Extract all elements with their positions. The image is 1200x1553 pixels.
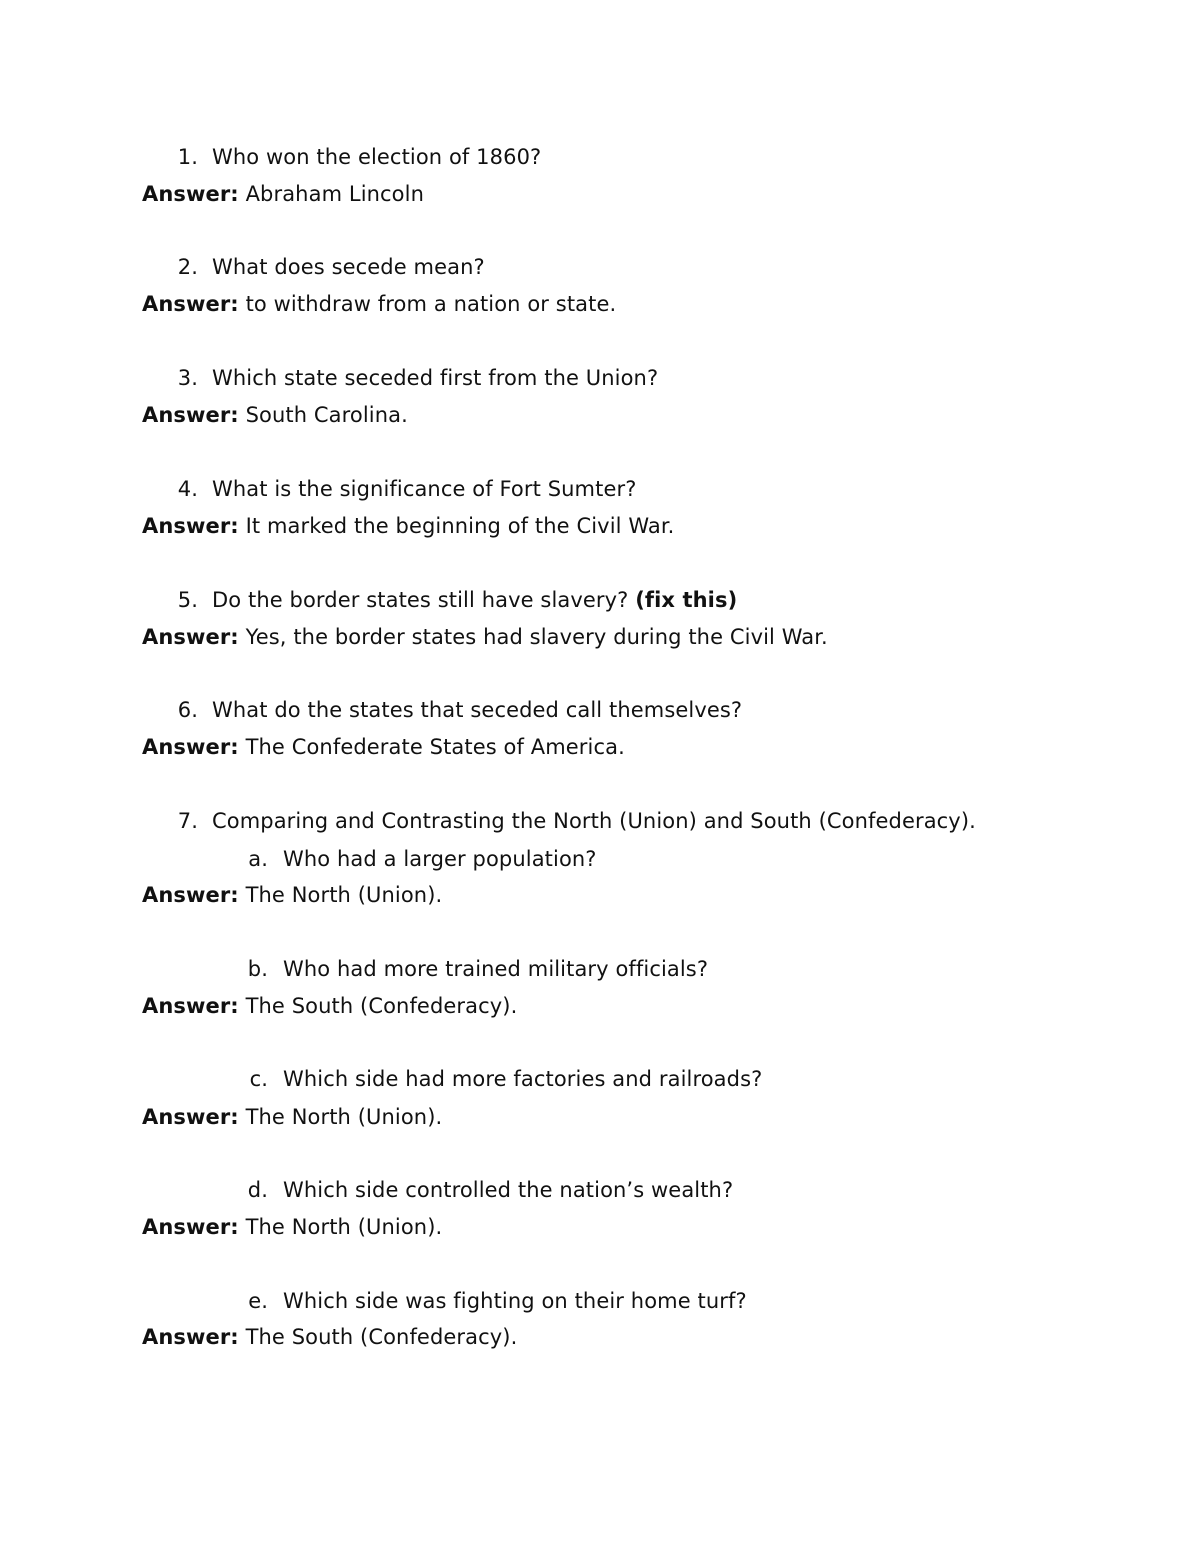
question-number: 4.: [177, 477, 198, 501]
question-number: 7.: [177, 809, 198, 833]
answer-label: Answer:: [142, 735, 239, 759]
question-text: What do the states that seceded call themselves?: [212, 698, 743, 722]
answer-7a: [142, 881, 442, 909]
sub-question-text: Who had a larger population?: [283, 847, 597, 871]
answer-text: It marked the beginning of the Civil War.: [238, 514, 675, 538]
answer-label: Answer:: [142, 403, 239, 427]
question-text: Which state seceded first from the Union?: [212, 366, 659, 390]
answer-label: Answer:: [142, 514, 239, 538]
answer-label: Answer:: [142, 625, 239, 649]
answer-5: [142, 623, 828, 651]
answer-3: [142, 401, 408, 429]
answer-label: Answer:: [142, 1105, 239, 1129]
answer-label: Answer:: [142, 292, 239, 316]
question-text: Who won the election of 1860?: [212, 145, 542, 169]
answer-1: [142, 180, 424, 208]
answer-text: The North (Union).: [238, 883, 443, 907]
answer-label: Answer:: [142, 883, 239, 907]
question-number: 6.: [177, 698, 198, 722]
answer-text: The South (Confederacy).: [238, 1325, 518, 1349]
sub-question-letter: b.: [247, 957, 268, 981]
question-number: 1.: [177, 145, 198, 169]
answer-2: [142, 290, 616, 318]
answer-text: The South (Confederacy).: [238, 994, 518, 1018]
sub-question-text: Which side was fighting on their home turf?: [283, 1289, 747, 1313]
answer-4: [142, 512, 674, 540]
fix-note: (fix this): [635, 588, 738, 612]
question-text: Do the border states still have slavery?: [212, 588, 636, 612]
question-text: What does secede mean?: [212, 255, 485, 279]
question-number: 3.: [177, 366, 198, 390]
sub-question-text: Who had more trained military officials?: [283, 957, 709, 981]
sub-question-letter: d.: [247, 1178, 268, 1202]
answer-label: Answer:: [142, 1325, 239, 1349]
sub-question-letter: a.: [248, 847, 268, 871]
answer-label: Answer:: [142, 994, 239, 1018]
question-number: 5.: [177, 588, 198, 612]
answer-text: to withdraw from a nation or state.: [238, 292, 617, 316]
answer-7d: [142, 1213, 442, 1241]
answer-label: Answer:: [142, 182, 239, 206]
sub-question-letter: c.: [249, 1067, 268, 1091]
answer-text: Abraham Lincoln: [238, 182, 424, 206]
sub-question-letter: e.: [248, 1289, 268, 1313]
answer-text: Yes, the border states had slavery during the Civil War.: [238, 625, 828, 649]
answer-7c: [142, 1103, 442, 1131]
answer-text: South Carolina.: [238, 403, 408, 427]
answer-label: Answer:: [142, 1215, 239, 1239]
answer-text: The North (Union).: [238, 1105, 443, 1129]
answer-text: The Confederate States of America.: [238, 735, 625, 759]
question-text: What is the significance of Fort Sumter?: [212, 477, 637, 501]
answer-7e: [142, 1323, 517, 1351]
answer-7b: [142, 992, 517, 1020]
answer-text: The North (Union).: [238, 1215, 443, 1239]
sub-question-text: Which side had more factories and railroads?: [283, 1067, 763, 1091]
question-number: 2.: [177, 255, 198, 279]
sub-question-text: Which side controlled the nation’s wealth?: [283, 1178, 734, 1202]
question-text: Comparing and Contrasting the North (Union) and South (Confederacy).: [212, 809, 976, 833]
answer-6: [142, 733, 625, 761]
question-text-wrap: [212, 586, 737, 614]
